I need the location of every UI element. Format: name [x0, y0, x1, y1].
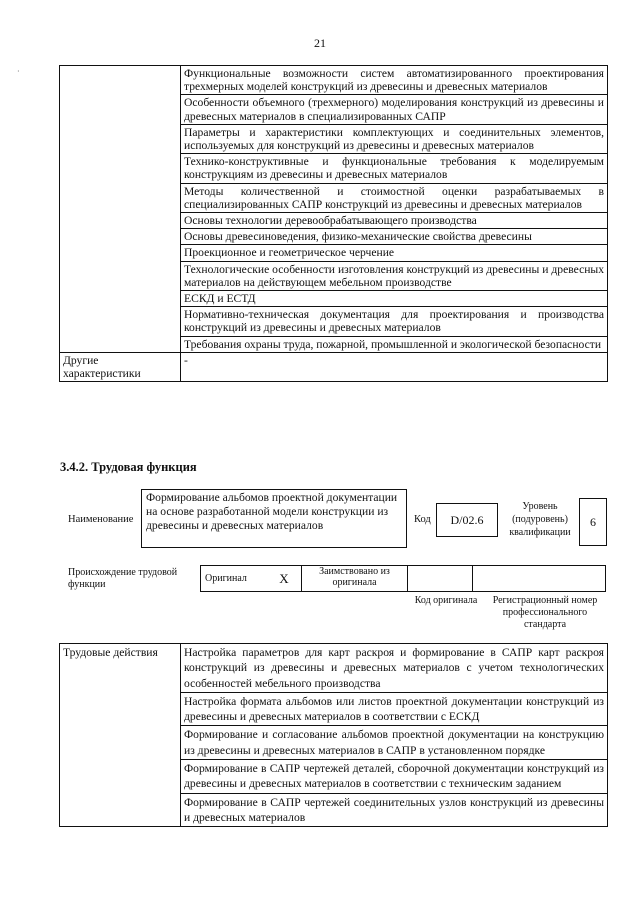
original-label: Оригинал [201, 566, 268, 592]
other-characteristics-label: Другие характеристики [60, 352, 181, 381]
labor-action-item: Настройка параметров для карт раскроя и формирование в САПР карт раскроя конструкций из древесины и древесных материалов с учетом технологических особенностей мебельного производства [181, 644, 608, 693]
registration-number-cell [473, 566, 606, 592]
knowledge-item: Методы количественной и стоимостной оценки разрабатываемых в специализированных САПР конструкций из древесины и древесных материалов [181, 183, 608, 212]
labor-action-item: Формирование в САПР чертежей соединительных узлов конструкций из древесины и древесных материалов [181, 793, 608, 827]
knowledge-label-cell [60, 66, 181, 353]
page-number: 21 [314, 36, 326, 50]
knowledge-item: Нормативно-техническая документация для проектирования и производства конструкций из древесины и древесных материалов [181, 307, 608, 336]
other-characteristics-value: - [181, 352, 608, 381]
function-name-box: Формирование альбомов проектной документации на основе разработанной модели конструкции из древесины и древесных материалов [141, 489, 407, 548]
knowledge-row [60, 66, 608, 95]
knowledge-item: Технологические особенности изготовления конструкций из древесины и древесных материалов на действующем мебельном производстве [181, 261, 608, 290]
name-label: Наименование [68, 514, 134, 525]
labor-action-row [60, 644, 608, 693]
knowledge-table [59, 65, 608, 382]
registration-number-caption: Регистрационный номер профессионального стандарта [492, 595, 598, 630]
original-code-caption: Код оригинала [414, 595, 478, 606]
knowledge-item: Основы древесиноведения, физико-механические свойства древесины [181, 229, 608, 245]
function-code-box: D/02.6 [436, 503, 498, 537]
original-mark: X [267, 566, 302, 592]
scan-mark: · [17, 67, 20, 76]
knowledge-item: Технико-конструктивные и функциональные требования к моделируемым конструкциям из древесины и древесных материалов [181, 154, 608, 183]
labor-actions-label: Трудовые действия [60, 644, 181, 827]
section-heading: 3.4.2. Трудовая функция [60, 460, 197, 474]
code-label: Код [414, 514, 431, 525]
knowledge-item: Функциональные возможности систем автоматизированного проектирования трехмерных моделей конструкций из древесины и древесных материалов [181, 66, 608, 95]
knowledge-item: Особенности объемного (трехмерного) моделирования конструкций из древесины и древесных материалов в специализированных САПР [181, 95, 608, 124]
knowledge-item: Основы технологии деревообрабатывающего производства [181, 213, 608, 229]
labor-actions-table [59, 643, 608, 827]
knowledge-item: Проекционное и геометрическое черчение [181, 245, 608, 261]
borrowed-label: Заимствовано из оригинала [302, 566, 408, 592]
knowledge-item: Требования охраны труда, пожарной, промышленной и экологической безопасности [181, 336, 608, 352]
origin-table [200, 565, 606, 592]
labor-actions-body [60, 644, 608, 827]
knowledge-item: Параметры и характеристики комплектующих и соединительных элементов, используемых для конструкций из древесины и древесных материалов [181, 124, 608, 153]
origin-row [201, 566, 606, 592]
qualification-level-box: 6 [579, 498, 607, 546]
original-code-cell [408, 566, 473, 592]
knowledge-table-body [60, 66, 608, 382]
labor-action-item: Настройка формата альбомов или листов проектной документации конструкций из древесины и древесных материалов в соответствии с ЕСКД [181, 692, 608, 726]
qualification-level-label: Уровень (подуровень) квалификации [509, 501, 571, 538]
knowledge-row-other [60, 352, 608, 381]
knowledge-item: ЕСКД и ЕСТД [181, 291, 608, 307]
origin-label: Происхождение трудовой функции [68, 567, 178, 590]
labor-action-item: Формирование в САПР чертежей деталей, сборочной документации конструкций из древесины и древесных материалов в соответствии с техническим заданием [181, 760, 608, 794]
labor-action-item: Формирование и согласование альбомов проектной документации на конструкцию из древесины и древесных материалов в САПР в установленном порядке [181, 726, 608, 760]
